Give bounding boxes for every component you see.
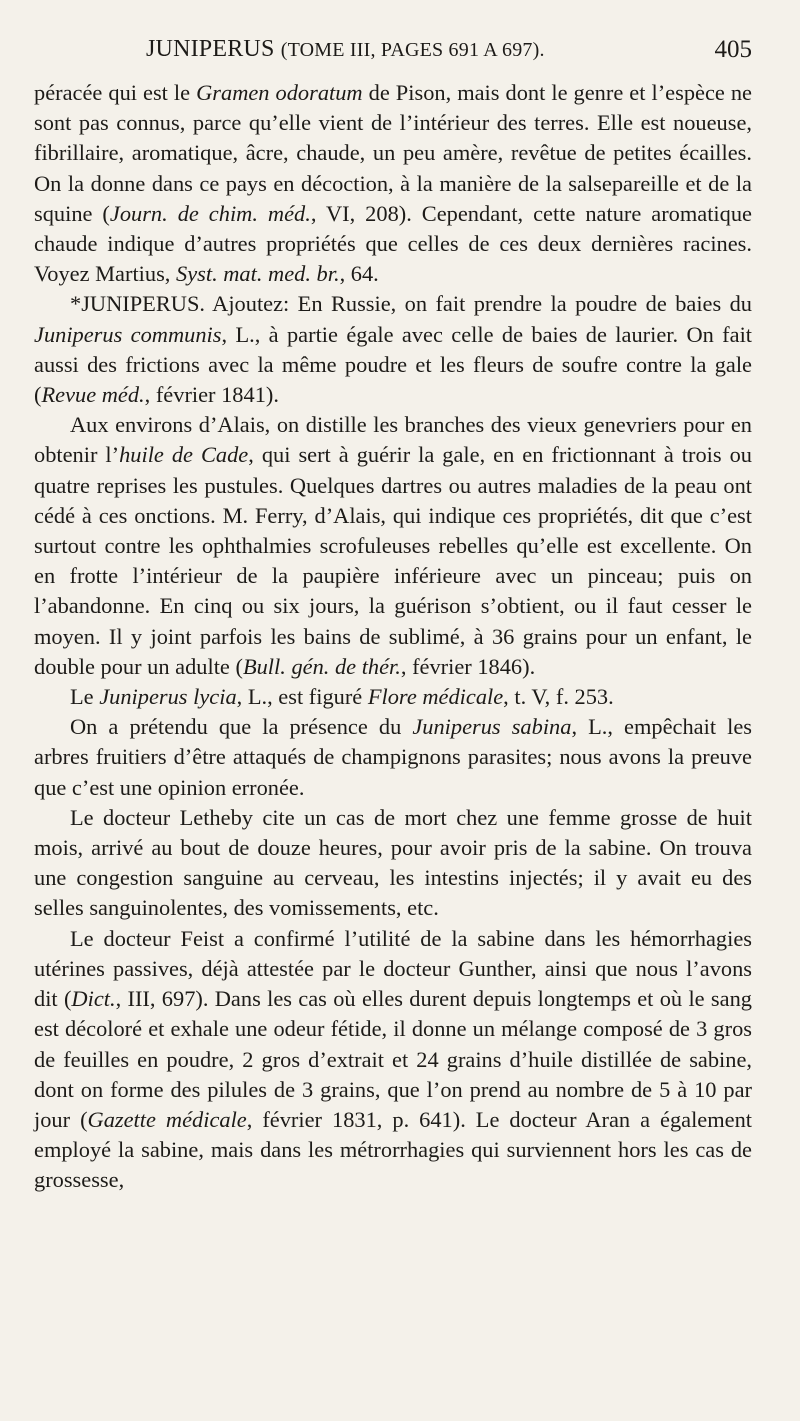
italic-run: Syst. mat. med. br. [176,261,340,287]
italic-run: Journ. de chim. méd. [109,200,311,226]
text-run: On a prétendu que la présence du [70,714,413,740]
italic-run: Gramen odoratum [196,80,363,105]
italic-run: huile de Cade [119,442,249,468]
italic-run: Flore médicale [367,684,504,710]
text-run: Le docteur Letheby cite un cas de mort chez une femme grosse de huit mois, arrivé au bout de douze heures, pour avoir pris de la sabine. On trouva une congestion sanguine au cerveau, les intestins injectés; il y avait eu des selles sanguinolentes, des vomissements, etc. [34,804,752,921]
paragraph-p2 [34,289,752,410]
text-run: , L., empêchait les arbres fruitiers d’être attaqués de champignons parasites; nous avons la preuve que c’est une opinion erronée. [34,714,752,800]
text-run: , février 1846). [400,653,536,679]
paragraph-p7 [34,924,752,1196]
text-run: Aux environs d’Alais, on distille les branches des vieux genevriers pour en obtenir l’ [34,412,752,468]
paragraph-p6 [34,803,752,924]
text-run: *JUNIPERUS. Ajoutez: En Russie, on fait prendre la poudre de baies du [70,291,752,317]
italic-run: Juniperus lycia [99,684,237,710]
italic-run: Dict. [71,986,116,1012]
page-number: 405 [714,36,752,63]
text-run: , 64. [339,261,379,287]
body-text [34,78,752,1196]
italic-run: Gazette médicale [87,1106,247,1132]
italic-run: Juniperus communis [34,321,222,347]
text-run: Le [70,684,100,710]
italic-run: Revue méd. [41,382,145,408]
document-page [34,34,752,1196]
italic-run: Juniperus sabina [412,714,572,740]
text-run: , qui sert à guérir la gale, en en frictionnant à trois ou quatre reprises les pustules. Quelques dartres ou autres maladies de la peau ont cédé à ces onctions. M. Ferry, d’Alais, qui indique ces propriétés, dit que c’est surtout contre les ophthalmies scrofuleuses rebelles qu’elle est excellente. On en frotte l’intérieur de la paupière inférieure avec un pinceau; puis on l’abandonne. En cinq ou six jours, la guérison s’obtient, ou il faut cesser le moyen. Il y joint parfois les bains de sublimé, à 36 grains pour un enfant, le double pour un adulte ( [34,442,752,679]
text-run: , février 1831, p. 641). Le docteur Aran a également employé la sabine, mais dans les métrorrhagies qui surviennent hors les cas de grossesse, [34,1106,753,1193]
running-head-reference: (TOME III, PAGES 691 A 697). [280,39,545,61]
running-head [146,36,545,63]
paragraph-p5 [34,712,752,803]
page-header [34,34,752,78]
text-run: , L., est figuré [236,684,368,710]
text-run: , III, 697). Dans les cas où elles durent depuis longtemps et où le sang est décoloré et exhale une odeur fétide, il donne un mélange composé de 3 gros de feuilles en poudre, 2 gros d’extrait et 24 grains d’huile distillée de sabine, dont on forme des pilules de 3 grains, que l’on prend au nombre de 5 à 10 par jour ( [34,986,752,1132]
text-run: Le docteur Feist a confirmé l’utilité de la sabine dans les hémorrhagies utérines passives, déjà attestée par le docteur Gunther, ainsi que nous l’avons dit ( [34,925,752,1012]
text-run: , février 1841). [144,382,279,408]
paragraph-p1 [34,78,752,289]
text-run: de Pison, mais dont le genre et l’espèce ne sont pas connus, parce qu’elle vient de l’intérieur des terres. Elle est noueuse, fibrillaire, aromatique, âcre, chaude, un peu amère, revêtue de petites écailles. On la donne dans ce pays en décoction, à la manière de la salsepareille et de la squine ( [34,80,752,226]
paragraph-p3 [34,410,752,682]
text-run: , t. V, f. 253. [503,684,614,710]
italic-run: Bull. gén. de thér. [242,653,401,679]
text-run: péracée qui est le [34,80,197,105]
text-run: , VI, 208). Cependant, cette nature aromatique chaude indique d’autres propriétés que celles de ces deux dernières racines. Voyez Martius, [34,200,752,287]
running-head-title: JUNIPERUS [146,36,275,62]
text-run: , L., à partie égale avec celle de baies de laurier. On fait aussi des frictions avec la même poudre et les fleurs de soufre contre la gale ( [34,321,753,408]
paragraph-p4 [34,682,752,712]
